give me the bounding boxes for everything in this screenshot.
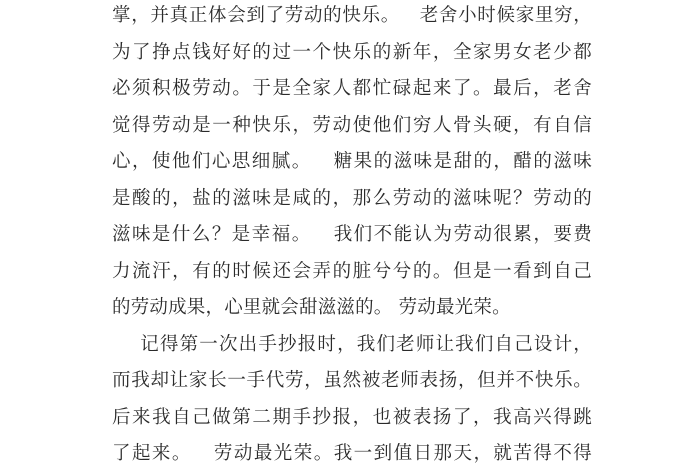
- text-line-10: 记得第一次出手抄报时，我们老师让我们自己设计，: [112, 333, 592, 355]
- text-line-7: 滋味是什么？是幸福。 我们不能认为劳动很累，要费: [112, 224, 592, 245]
- text-line-4: 觉得劳动是一种快乐，劳动使他们穷人骨头硬，有自信: [112, 114, 592, 136]
- essay-text: [112, 0, 592, 470]
- text-line-5: 心，使他们心思细腻。 糖果的滋味是甜的，醋的滋味: [112, 151, 592, 172]
- text-line-11: 而我却让家长一手代劳，虽然被老师表扬，但并不快乐。: [112, 370, 592, 391]
- text-line-8: 力流汗，有的时候还会弄的脏兮兮的。但是一看到自己: [112, 260, 592, 282]
- text-line-12: 后来我自己做第二期手抄报，也被表扬了，我高兴得跳: [112, 406, 592, 428]
- text-line-9: 的劳动成果，心里就会甜滋滋的。 劳动最光荣。: [112, 297, 511, 318]
- text-line-3: 必须积极劳动。于是全家人都忙碌起来了。最后，老舍: [112, 78, 592, 99]
- text-line-1: 掌，并真正体会到了劳动的快乐。 老舍小时候家里穷，: [112, 5, 592, 26]
- text-line-2: 为了挣点钱好好的过一个快乐的新年，全家男女老少都: [112, 41, 592, 63]
- text-line-6: 是酸的，盐的滋味是咸的，那么劳动的滋味呢？劳动的: [112, 187, 592, 209]
- text-line-13: 了起来。 劳动最光荣。我一到值日那天，就苦得不得: [112, 443, 592, 464]
